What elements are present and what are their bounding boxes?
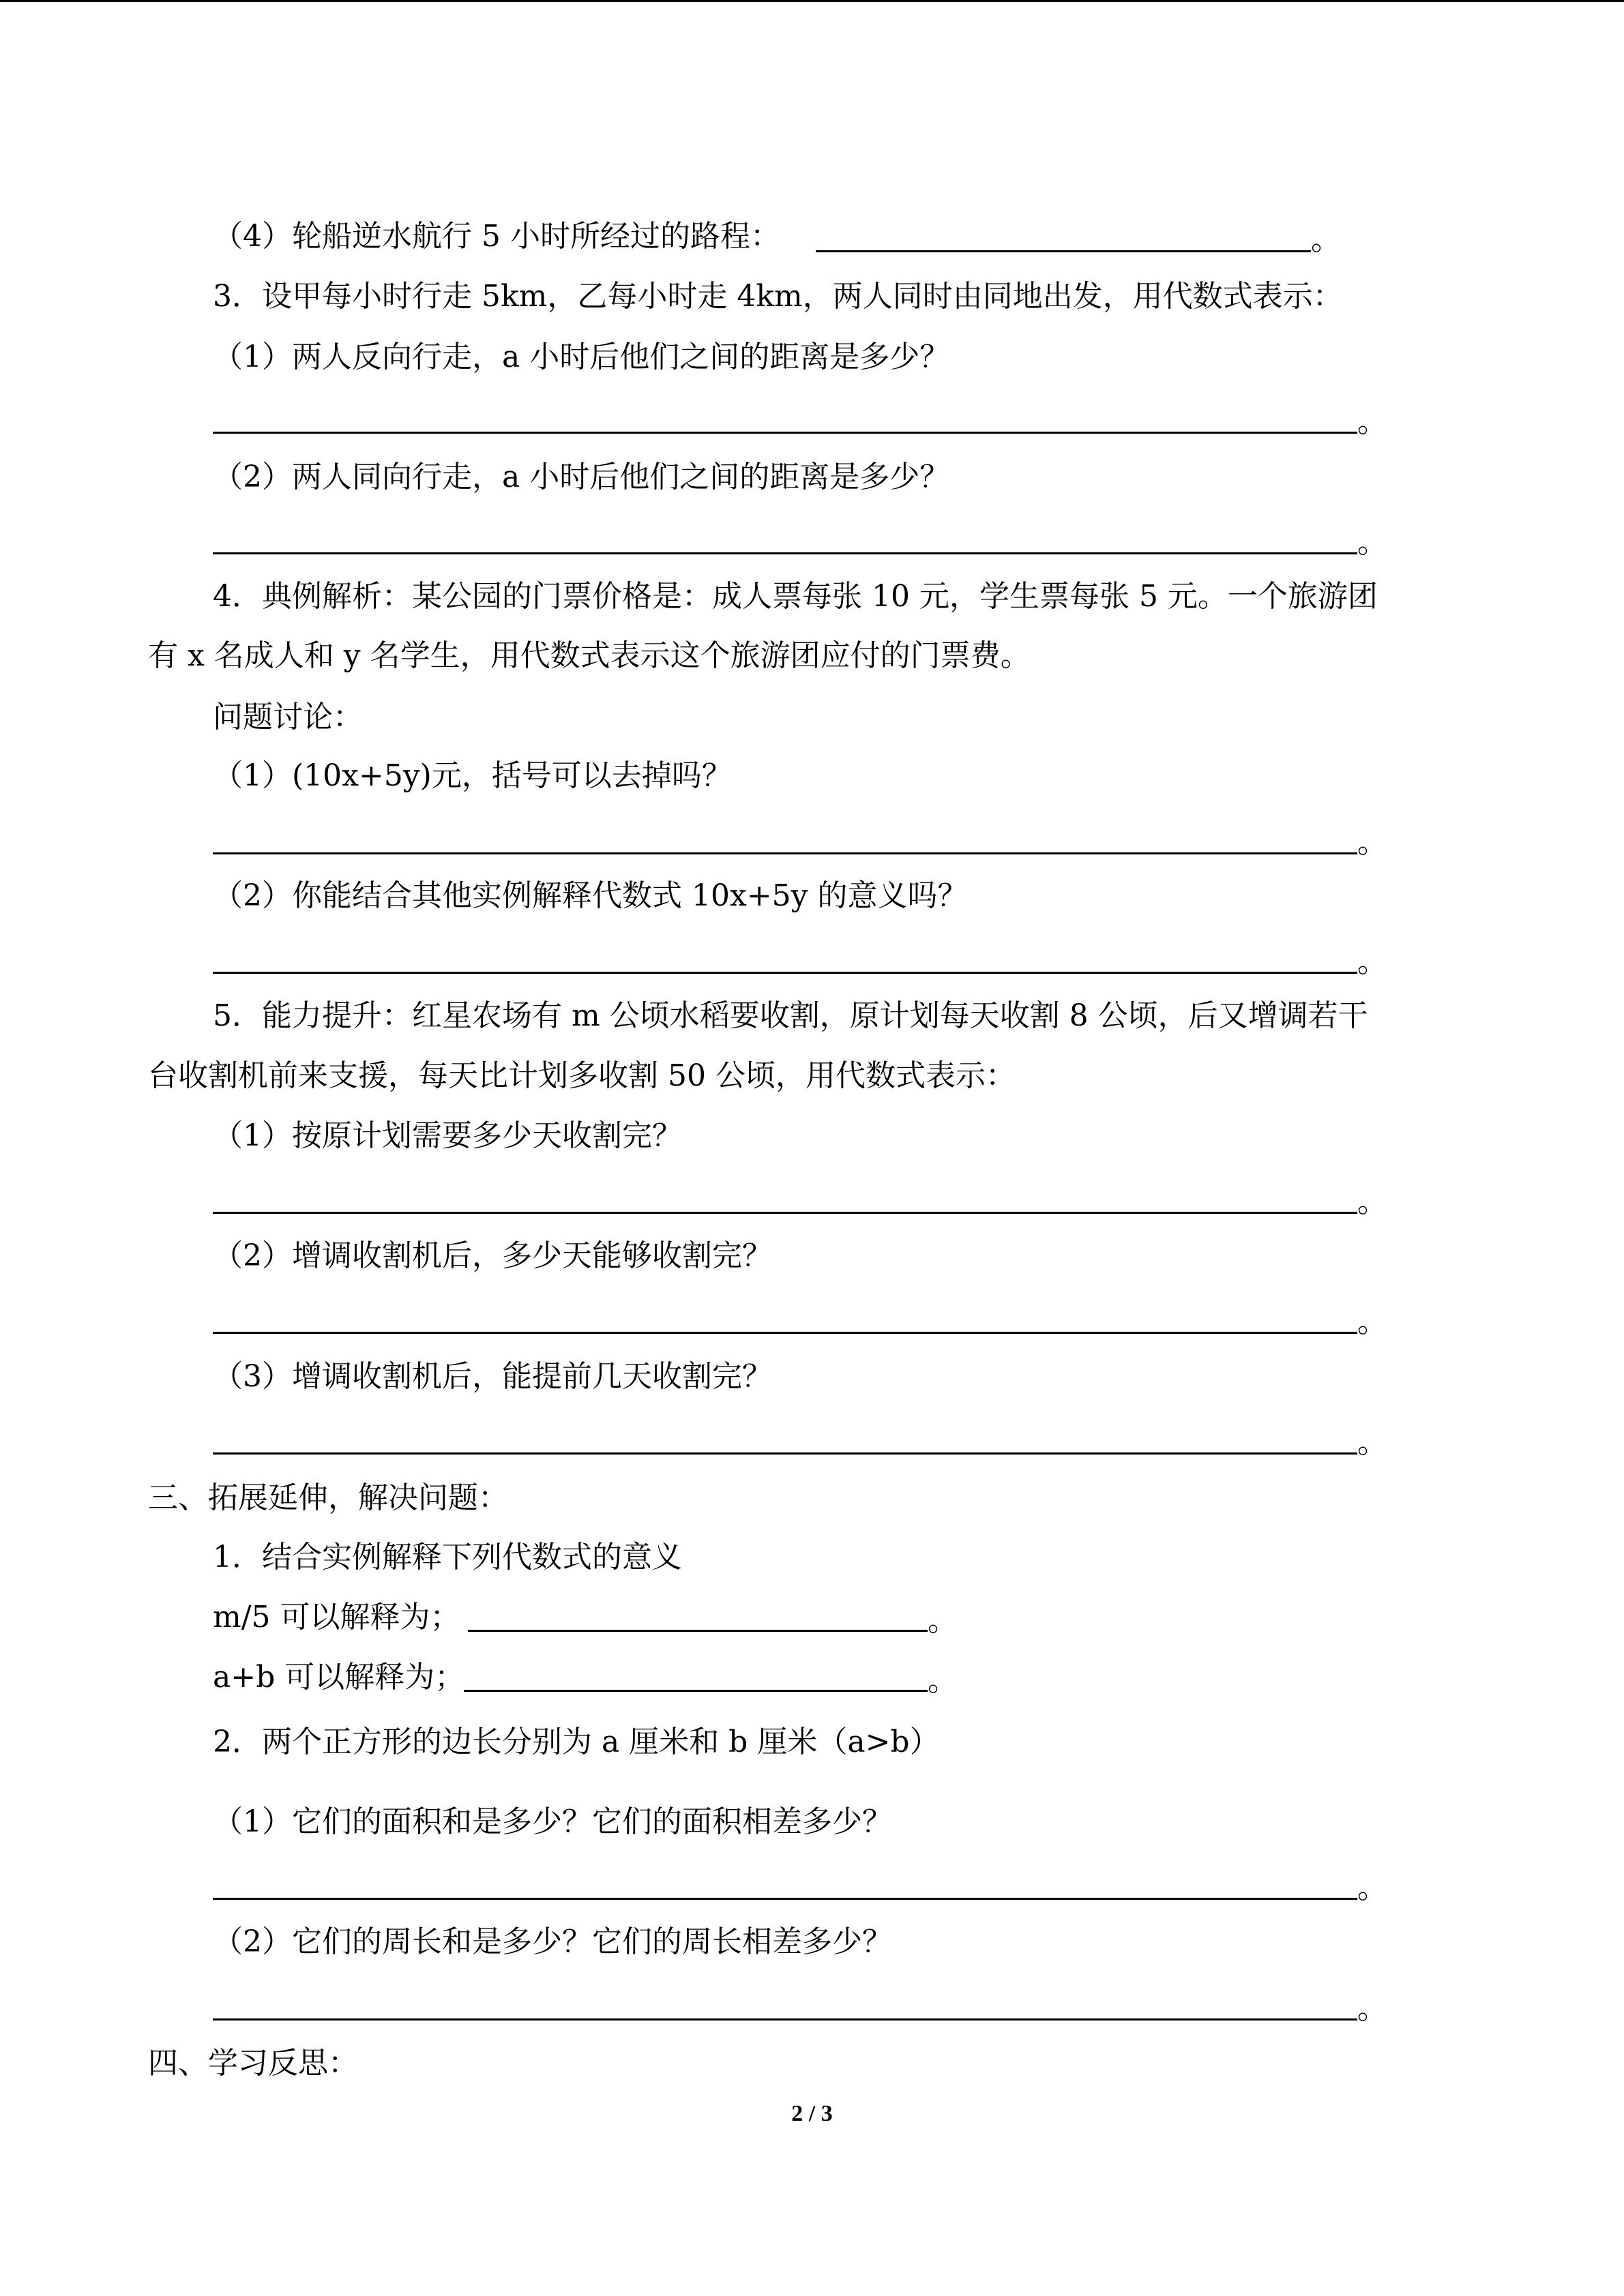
answer-blank-1b[interactable]: [464, 1690, 928, 1692]
answer-blank-5-2[interactable]: [213, 1332, 1357, 1334]
question-5-2: （2）增调收割机后，多少天能够收割完？: [213, 1238, 772, 1273]
question-4-2: （2）你能结合其他实例解释代数式 10x+5y 的意义吗？: [213, 878, 968, 913]
discussion-heading: 问题讨论：: [213, 700, 363, 734]
question-4-line-2: 有 x 名成人和 y 名学生，用代数式表示这个旅游团应付的门票费。: [148, 638, 1031, 673]
question-2-4: （4）轮船逆水航行 5 小时所经过的路程：: [213, 219, 780, 254]
period: 。: [928, 1663, 958, 1698]
answer-blank-4-2[interactable]: [213, 972, 1357, 974]
question-3-2: （2）两人同向行走，a 小时后他们之间的距离是多少？: [213, 460, 950, 494]
answer-blank-2-2[interactable]: [213, 2018, 1357, 2021]
period: 。: [1357, 404, 1387, 439]
answer-blank-4-1[interactable]: [213, 852, 1357, 854]
question-5-line-2: 台收割机前来支援，每天比计划多收割 50 公顷，用代数式表示：: [148, 1058, 1016, 1093]
answer-blank-1a[interactable]: [468, 1630, 928, 1632]
section-3-question-1: 1．结合实例解释下列代数式的意义: [213, 1540, 682, 1575]
period: 。: [1357, 1184, 1387, 1219]
period: 。: [1357, 1304, 1387, 1339]
period: 。: [1357, 525, 1387, 560]
section-3-question-2: 2．两个正方形的边长分别为 a 厘米和 b 厘米（a>b）: [213, 1725, 940, 1759]
section-4-heading: 四、学习反思：: [148, 2046, 358, 2081]
period: 。: [928, 1603, 958, 1638]
section-3-question-2-2: （2）它们的周长和是多少？它们的周长相差多少？: [213, 1924, 892, 1959]
question-4-line-1: 4．典例解析：某公园的门票价格是：成人票每张 10 元，学生票每张 5 元。一个旅游团: [213, 579, 1378, 614]
question-5-line-1: 5．能力提升：红星农场有 m 公顷水稻要收割，原计划每天收割 8 公顷，后又增调若干: [213, 998, 1368, 1033]
period: 。: [1357, 944, 1387, 979]
question-3: 3．设甲每小时行走 5km，乙每小时走 4km，两人同时由同地出发，用代数式表示：: [213, 279, 1343, 314]
section-3-question-2-1: （1）它们的面积和是多少？它们的面积相差多少？: [213, 1804, 892, 1839]
page-number: 2 / 3: [791, 2101, 833, 2126]
answer-blank-2-1[interactable]: [213, 1898, 1357, 1900]
top-border: [0, 0, 1624, 2]
question-3-1: （1）两人反向行走，a 小时后他们之间的距离是多少？: [213, 340, 950, 374]
answer-blank-3-2[interactable]: [213, 552, 1357, 554]
period: 。: [1311, 222, 1341, 257]
answer-blank-2-4[interactable]: [816, 250, 1311, 252]
period: 。: [1357, 1425, 1387, 1460]
question-4-1: （1）(10x+5y)元，括号可以去掉吗？: [213, 758, 732, 793]
period: 。: [1357, 1991, 1387, 2026]
period: 。: [1357, 825, 1387, 860]
question-5-3: （3）增调收割机后，能提前几天收割完？: [213, 1359, 772, 1394]
section-3-question-1a: m/5 可以解释为；: [213, 1600, 460, 1635]
answer-blank-3-1[interactable]: [213, 432, 1357, 434]
period: 。: [1357, 1870, 1387, 1905]
answer-blank-5-3[interactable]: [213, 1452, 1357, 1455]
question-5-1: （1）按原计划需要多少天收割完？: [213, 1118, 682, 1153]
answer-blank-5-1[interactable]: [213, 1212, 1357, 1214]
section-3-question-1b: a+b 可以解释为；: [213, 1660, 465, 1695]
section-3-heading: 三、拓展延伸，解决问题：: [148, 1480, 508, 1515]
